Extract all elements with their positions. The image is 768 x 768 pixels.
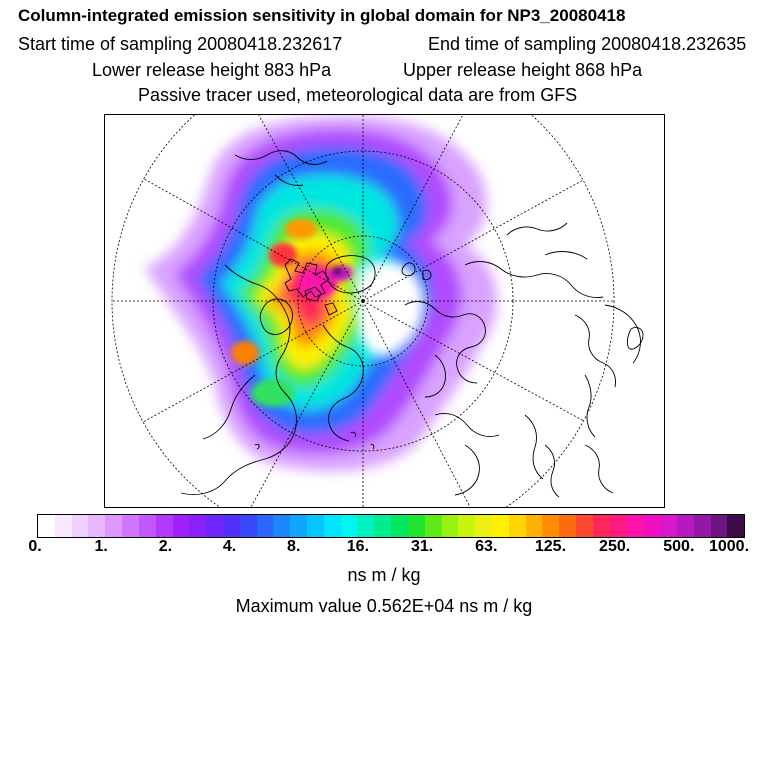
colorbar-tick-label: 1000. <box>708 538 750 555</box>
colorbar-segment <box>526 515 543 537</box>
colorbar-segment <box>509 515 526 537</box>
colorbar-tick-label: 1. <box>94 538 108 555</box>
emission-sensitivity-map <box>104 114 665 508</box>
colorbar-segment <box>559 515 576 537</box>
colorbar-segment <box>55 515 72 537</box>
colorbar-segment <box>257 515 274 537</box>
colorbar-segment <box>156 515 173 537</box>
colorbar-segment <box>542 515 559 537</box>
colorbar-segment <box>727 515 744 537</box>
end-time-label: End time of sampling 20080418.232635 <box>428 34 747 54</box>
colorbar-segment <box>240 515 257 537</box>
colorbar-tick-label: 16. <box>346 538 370 555</box>
coast-east-asia <box>575 305 640 437</box>
hotspot-orange-north <box>285 219 317 239</box>
colorbar-segment <box>72 515 89 537</box>
upper-release-height-label: Upper release height 868 hPa <box>403 60 643 80</box>
colorbar-tick-label: 4. <box>222 538 237 555</box>
hotspot-orange-south <box>231 341 259 365</box>
map-canvas <box>105 115 664 507</box>
colorbar-segment <box>442 515 459 537</box>
colorbar-tick-label: 31. <box>410 538 434 555</box>
colorbar-segment <box>290 515 307 537</box>
hotspot-core <box>332 267 342 275</box>
colorbar-segment <box>593 515 610 537</box>
hotspot-red-west <box>269 243 297 267</box>
tracer-note: Passive tracer used, meteorological data are from GFS <box>138 85 578 105</box>
colorbar-segment <box>475 515 492 537</box>
hotspot-green-south <box>251 379 295 407</box>
colorbar-segment <box>576 515 593 537</box>
colorbar-segment <box>408 515 425 537</box>
colorbar-segment <box>711 515 728 537</box>
colorbar-tick-label: 63. <box>475 538 498 555</box>
colorbar-tick-label: 0. <box>28 538 42 555</box>
coast-india-seasia <box>545 445 613 497</box>
lower-release-height-label: Lower release height 883 hPa <box>92 60 332 80</box>
colorbar-segment <box>626 515 643 537</box>
colorbar-tick-label: 500. <box>663 538 695 555</box>
colorbar-tick-label: 8. <box>287 538 301 555</box>
colorbar-segment <box>38 515 55 537</box>
colorbar-tick-label: 125. <box>534 538 567 555</box>
colorbar-tick-label: 250. <box>599 538 631 555</box>
colorbar-tick-labels <box>0 538 768 558</box>
colorbar-segment <box>206 515 223 537</box>
colorbar-segment <box>425 515 442 537</box>
colorbar-segment <box>341 515 358 537</box>
colorbar-segment <box>173 515 190 537</box>
colorbar-segment <box>610 515 627 537</box>
colorbar-segment <box>189 515 206 537</box>
colorbar-segment <box>643 515 660 537</box>
maximum-value-label: Maximum value 0.562E+04 ns m / kg <box>235 596 533 616</box>
colorbar-segment <box>139 515 156 537</box>
colorbar-segment <box>458 515 475 537</box>
colorbar-segment <box>324 515 341 537</box>
colorbar-segment <box>694 515 711 537</box>
colorbar-segment <box>105 515 122 537</box>
colorbar-segment <box>677 515 694 537</box>
colorbar-segment <box>391 515 408 537</box>
figure-title: Column-integrated emission sensitivity in global domain for NP3_20080418 <box>18 6 626 25</box>
colorbar-units: ns m / kg <box>347 565 421 585</box>
colorbar-segment <box>374 515 391 537</box>
colorbar-segment <box>88 515 105 537</box>
coast-africa-arabia <box>435 413 543 495</box>
colorbar-segment <box>357 515 374 537</box>
colorbar-segment <box>660 515 677 537</box>
colorbar-tick-label: 2. <box>158 538 173 555</box>
colorbar-segment <box>307 515 324 537</box>
colorbar-segment <box>223 515 240 537</box>
start-time-label: Start time of sampling 20080418.232617 <box>18 34 343 54</box>
colorbar-segment <box>122 515 139 537</box>
colorbar-segment <box>273 515 290 537</box>
colorbar <box>37 514 745 538</box>
colorbar-segment <box>492 515 509 537</box>
